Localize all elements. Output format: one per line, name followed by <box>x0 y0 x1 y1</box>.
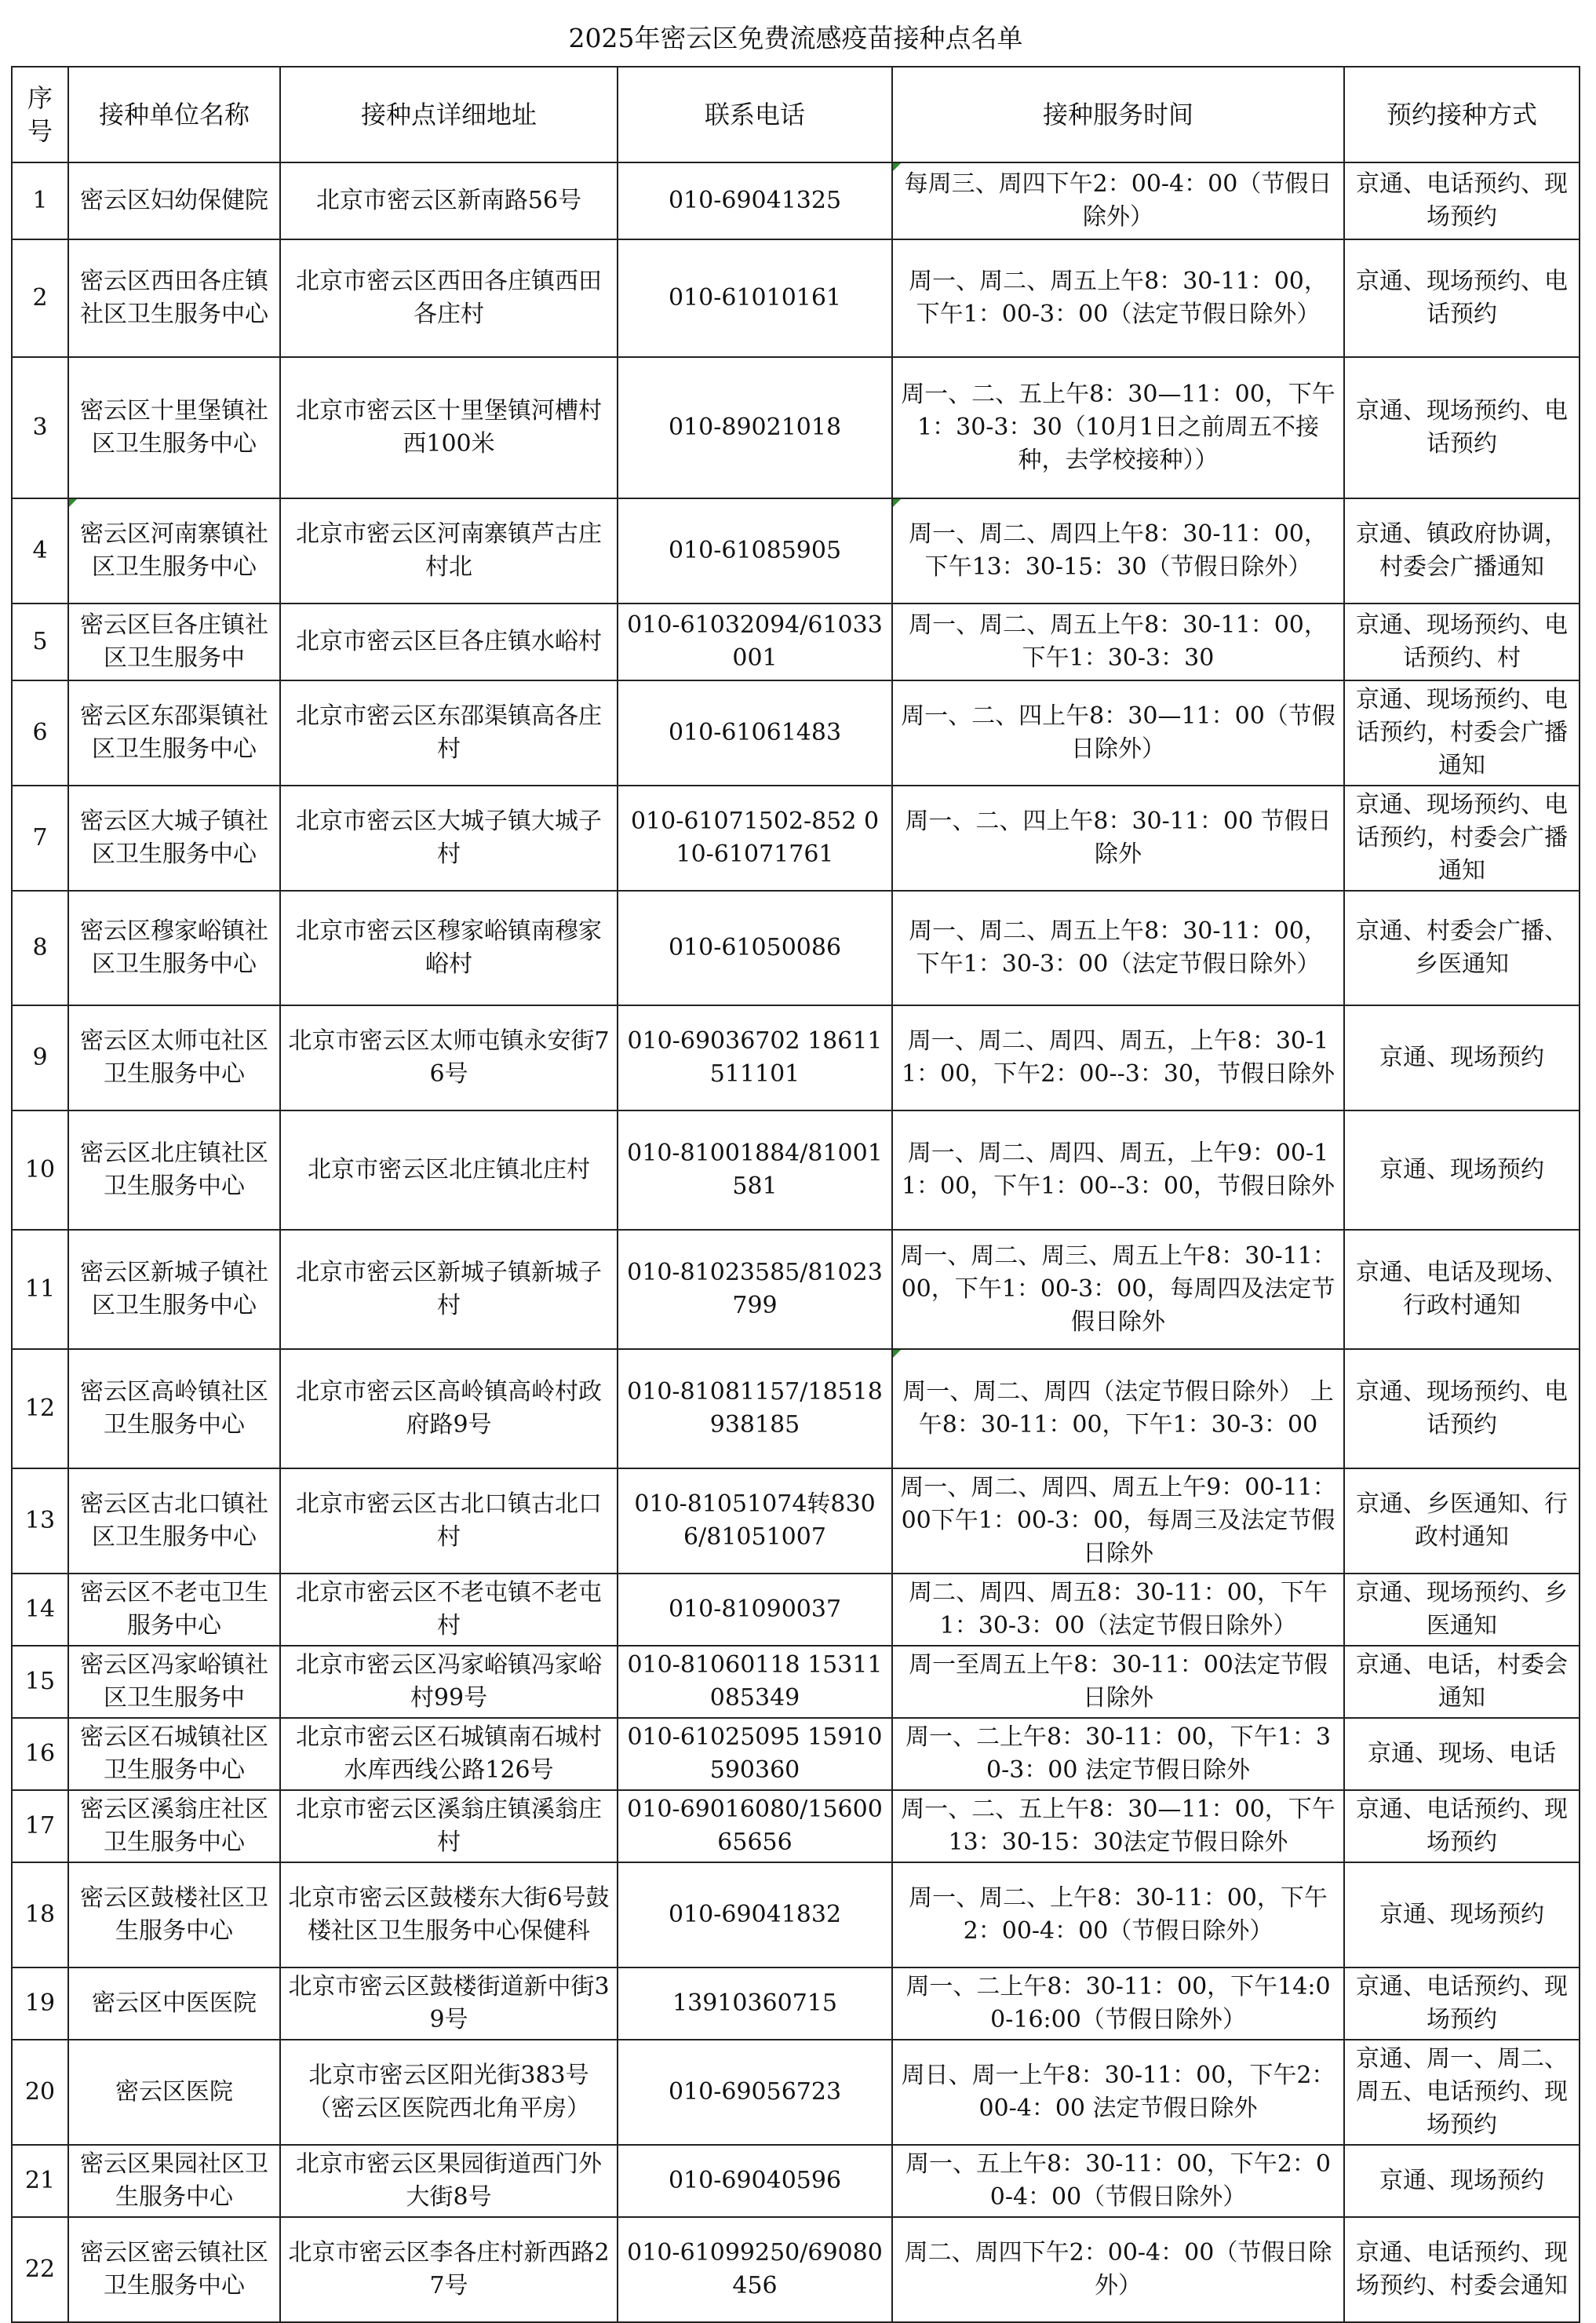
table-row <box>12 680 1580 786</box>
row-booking-method: 京通、村委会广播、乡医通知 <box>1344 891 1580 1005</box>
row-unit-name: 密云区东邵渠镇社区卫生服务中心 <box>68 680 280 786</box>
row-seq: 11 <box>12 1230 68 1349</box>
row-seq: 6 <box>12 680 68 786</box>
row-phone: 010-89021018 <box>618 357 892 498</box>
row-seq: 20 <box>12 2040 68 2145</box>
table-row <box>12 498 1580 604</box>
table-row <box>12 1790 1580 1862</box>
table-row <box>12 162 1580 239</box>
row-service-time: 周一、周二、周四、周五，上午9：00-11：00，下午1：00--3：00，节假日除外 <box>892 1110 1344 1230</box>
row-unit-name: 密云区河南寨镇社区卫生服务中心 <box>68 498 280 604</box>
row-seq: 10 <box>12 1110 68 1230</box>
row-phone: 010-61085905 <box>618 498 892 604</box>
row-booking-method: 京通、电话预约、现场预约 <box>1344 1967 1580 2040</box>
table-row <box>12 1862 1580 1967</box>
row-service-time: 周一、周二、周五上午8：30-11：00，下午1：30-3：30 <box>892 604 1344 680</box>
table-row <box>12 2145 1580 2217</box>
row-booking-method: 京通、现场预约、乡医通知 <box>1344 1574 1580 1646</box>
row-address: 北京市密云区鼓楼街道新中街39号 <box>280 1967 618 2040</box>
row-seq: 1 <box>12 162 68 239</box>
row-phone: 010-69056723 <box>618 2040 892 2145</box>
row-service-time: 周一、二上午8：30-11：00，下午14:00-16:00（节假日除外） <box>892 1967 1344 2040</box>
header-phone: 联系电话 <box>618 67 892 162</box>
vaccine-site-sheet <box>11 11 1579 2323</box>
row-unit-name: 密云区鼓楼社区卫生服务中心 <box>68 1862 280 1967</box>
table-row <box>12 1967 1580 2040</box>
row-service-time: 周一、二、五上午8：30—11：00，下午13：30-15：30法定节假日除外 <box>892 1790 1344 1862</box>
row-seq: 3 <box>12 357 68 498</box>
row-seq: 18 <box>12 1862 68 1967</box>
row-phone: 010-61025095 15910590360 <box>618 1718 892 1790</box>
row-address: 北京市密云区高岭镇高岭村政府路9号 <box>280 1349 618 1468</box>
row-unit-name: 密云区石城镇社区卫生服务中心 <box>68 1718 280 1790</box>
row-booking-method: 京通、电话预约、现场预约、村委会通知 <box>1344 2217 1580 2322</box>
row-seq: 7 <box>12 786 68 891</box>
row-seq: 22 <box>12 2217 68 2322</box>
row-phone: 010-69040596 <box>618 2145 892 2217</box>
row-service-time: 周一、周二、上午8：30-11：00，下午2：00-4：00（节假日除外） <box>892 1862 1344 1967</box>
row-service-time: 周二、周四、周五8：30-11：00，下午1：30-3：00（法定节假日除外） <box>892 1574 1344 1646</box>
row-seq: 4 <box>12 498 68 604</box>
table-row <box>12 1468 1580 1574</box>
row-unit-name: 密云区西田各庄镇社区卫生服务中心 <box>68 239 280 357</box>
row-booking-method: 京通、乡医通知、行政村通知 <box>1344 1468 1580 1574</box>
row-service-time: 周一、二、四上午8：30-11：00 节假日除外 <box>892 786 1344 891</box>
row-unit-name: 密云区穆家峪镇社区卫生服务中心 <box>68 891 280 1005</box>
row-unit-name: 密云区大城子镇社区卫生服务中心 <box>68 786 280 891</box>
row-booking-method: 京通、现场预约 <box>1344 1110 1580 1230</box>
row-service-time: 周日、周一上午8：30-11：00，下午2：00-4：00 法定节假日除外 <box>892 2040 1344 2145</box>
row-phone: 010-61032094/61033001 <box>618 604 892 680</box>
row-phone: 010-81023585/81023799 <box>618 1230 892 1349</box>
row-booking-method: 京通、电话预约、现场预约 <box>1344 162 1580 239</box>
header-address: 接种点详细地址 <box>280 67 618 162</box>
row-unit-name: 密云区巨各庄镇社区卫生服务中 <box>68 604 280 680</box>
row-seq: 14 <box>12 1574 68 1646</box>
row-service-time: 周一、周二、周四（法定节假日除外） 上午8：30-11：00，下午1：30-3：00 <box>892 1349 1344 1468</box>
header-row <box>12 67 1580 162</box>
table-row <box>12 1110 1580 1230</box>
row-booking-method: 京通、现场预约、电话预约 <box>1344 357 1580 498</box>
row-service-time: 周一至周五上午8：30-11：00法定节假日除外 <box>892 1646 1344 1718</box>
row-service-time: 每周三、周四下午2：00-4：00（节假日除外） <box>892 162 1344 239</box>
row-phone: 010-81090037 <box>618 1574 892 1646</box>
row-seq: 9 <box>12 1005 68 1110</box>
row-phone: 010-81001884/81001581 <box>618 1110 892 1230</box>
row-address: 北京市密云区阳光街383号（密云区医院西北角平房） <box>280 2040 618 2145</box>
row-booking-method: 京通、现场预约、电话预约 <box>1344 1349 1580 1468</box>
row-phone: 010-69016080/1560065656 <box>618 1790 892 1862</box>
row-phone: 010-61061483 <box>618 680 892 786</box>
table-row <box>12 1718 1580 1790</box>
row-seq: 12 <box>12 1349 68 1468</box>
row-address: 北京市密云区溪翁庄镇溪翁庄村 <box>280 1790 618 1862</box>
row-booking-method: 京通、电话预约、现场预约 <box>1344 1790 1580 1862</box>
row-seq: 16 <box>12 1718 68 1790</box>
row-address: 北京市密云区十里堡镇河槽村西100米 <box>280 357 618 498</box>
row-address: 北京市密云区石城镇南石城村水库西线公路126号 <box>280 1718 618 1790</box>
row-unit-name: 密云区太师屯社区卫生服务中心 <box>68 1005 280 1110</box>
row-unit-name: 密云区不老屯卫生服务中心 <box>68 1574 280 1646</box>
row-service-time: 周一、周二、周四上午8：30-11：00，下午13：30-15：30（节假日除外） <box>892 498 1344 604</box>
row-service-time: 周一、二、五上午8：30—11：00，下午1：30-3：30（10月1日之前周五不接种，去学校接种）） <box>892 357 1344 498</box>
row-seq: 13 <box>12 1468 68 1574</box>
row-service-time: 周一、周二、周五上午8：30-11：00，下午1：00-3：00（法定节假日除外） <box>892 239 1344 357</box>
vaccine-site-table <box>11 11 1580 2323</box>
row-phone: 010-69041832 <box>618 1862 892 1967</box>
row-booking-method: 京通、现场预约 <box>1344 2145 1580 2217</box>
row-phone: 010-81081157/18518938185 <box>618 1349 892 1468</box>
row-service-time: 周二、周四下午2：00-4：00（节假日除外） <box>892 2217 1344 2322</box>
row-address: 北京市密云区穆家峪镇南穆家峪村 <box>280 891 618 1005</box>
row-address: 北京市密云区东邵渠镇高各庄村 <box>280 680 618 786</box>
row-unit-name: 密云区冯家峪镇社区卫生服务中 <box>68 1646 280 1718</box>
row-seq: 5 <box>12 604 68 680</box>
header-seq: 序号 <box>12 67 68 162</box>
row-address: 北京市密云区果园街道西门外大街8号 <box>280 2145 618 2217</box>
row-service-time: 周一、周二、周三、周五上午8：30-11：00，下午1：00-3：00，每周四及法定节假日除外 <box>892 1230 1344 1349</box>
row-address: 北京市密云区巨各庄镇水峪村 <box>280 604 618 680</box>
row-seq: 15 <box>12 1646 68 1718</box>
row-service-time: 周一、周二、周四、周五上午9：00-11：00下午1：00-3：00，每周三及法定节假日除外 <box>892 1468 1344 1574</box>
row-booking-method: 京通、现场预约、电话预约 <box>1344 239 1580 357</box>
row-service-time: 周一、五上午8：30-11：00，下午2：00-4：00（节假日除外） <box>892 2145 1344 2217</box>
row-unit-name: 密云区医院 <box>68 2040 280 2145</box>
row-unit-name: 密云区北庄镇社区卫生服务中心 <box>68 1110 280 1230</box>
table-row <box>12 239 1580 357</box>
table-row <box>12 786 1580 891</box>
row-service-time: 周一、二上午8：30-11：00，下午1：30-3：00 法定节假日除外 <box>892 1718 1344 1790</box>
table-row <box>12 1005 1580 1110</box>
row-unit-name: 密云区密云镇社区卫生服务中心 <box>68 2217 280 2322</box>
row-address: 北京市密云区西田各庄镇西田各庄村 <box>280 239 618 357</box>
row-unit-name: 密云区新城子镇社区卫生服务中心 <box>68 1230 280 1349</box>
row-address: 北京市密云区李各庄村新西路27号 <box>280 2217 618 2322</box>
header-name: 接种单位名称 <box>68 67 280 162</box>
row-phone: 010-61010161 <box>618 239 892 357</box>
table-row <box>12 1646 1580 1718</box>
row-address: 北京市密云区太师屯镇永安街76号 <box>280 1005 618 1110</box>
row-phone: 010-61071502-852 010-61071761 <box>618 786 892 891</box>
table-body <box>12 162 1580 2322</box>
row-address: 北京市密云区新南路56号 <box>280 162 618 239</box>
row-booking-method: 京通、现场预约、电话预约、村 <box>1344 604 1580 680</box>
table-row <box>12 2040 1580 2145</box>
row-address: 北京市密云区古北口镇古北口村 <box>280 1468 618 1574</box>
row-phone: 010-69036702 18611511101 <box>618 1005 892 1110</box>
row-unit-name: 密云区妇幼保健院 <box>68 162 280 239</box>
row-phone: 010-61099250/69080456 <box>618 2217 892 2322</box>
header-time: 接种服务时间 <box>892 67 1344 162</box>
row-unit-name: 密云区古北口镇社区卫生服务中心 <box>68 1468 280 1574</box>
row-seq: 21 <box>12 2145 68 2217</box>
row-phone: 010-81060118 15311085349 <box>618 1646 892 1718</box>
row-unit-name: 密云区果园社区卫生服务中心 <box>68 2145 280 2217</box>
row-address: 北京市密云区大城子镇大城子村 <box>280 786 618 891</box>
row-phone: 010-81051074转8306/81051007 <box>618 1468 892 1574</box>
row-unit-name: 密云区十里堡镇社区卫生服务中心 <box>68 357 280 498</box>
row-booking-method: 京通、现场、电话 <box>1344 1718 1580 1790</box>
row-address: 北京市密云区北庄镇北庄村 <box>280 1110 618 1230</box>
table-row <box>12 1349 1580 1468</box>
row-seq: 2 <box>12 239 68 357</box>
row-address: 北京市密云区新城子镇新城子村 <box>280 1230 618 1349</box>
table-row <box>12 891 1580 1005</box>
table-row <box>12 357 1580 498</box>
row-seq: 19 <box>12 1967 68 2040</box>
row-phone: 010-69041325 <box>618 162 892 239</box>
row-phone: 010-61050086 <box>618 891 892 1005</box>
row-booking-method: 京通、现场预约、电话预约，村委会广播通知 <box>1344 786 1580 891</box>
row-seq: 8 <box>12 891 68 1005</box>
row-address: 北京市密云区河南寨镇芦古庄村北 <box>280 498 618 604</box>
table-row <box>12 604 1580 680</box>
table-row <box>12 1574 1580 1646</box>
row-address: 北京市密云区不老屯镇不老屯村 <box>280 1574 618 1646</box>
row-address: 北京市密云区冯家峪镇冯家峪村99号 <box>280 1646 618 1718</box>
row-booking-method: 京通、镇政府协调，村委会广播通知 <box>1344 498 1580 604</box>
row-booking-method: 京通、现场预约 <box>1344 1005 1580 1110</box>
header-method: 预约接种方式 <box>1344 67 1580 162</box>
row-service-time: 周一、二、四上午8：30—11：00（节假日除外） <box>892 680 1344 786</box>
row-phone: 13910360715 <box>618 1967 892 2040</box>
row-booking-method: 京通、周一、周二、周五、电话预约、现场预约 <box>1344 2040 1580 2145</box>
table-row <box>12 2217 1580 2322</box>
row-booking-method: 京通、现场预约、电话预约，村委会广播通知 <box>1344 680 1580 786</box>
row-seq: 17 <box>12 1790 68 1862</box>
row-address: 北京市密云区鼓楼东大街6号鼓楼社区卫生服务中心保健科 <box>280 1862 618 1967</box>
row-booking-method: 京通、现场预约 <box>1344 1862 1580 1967</box>
row-unit-name: 密云区高岭镇社区卫生服务中心 <box>68 1349 280 1468</box>
page-title: 2025年密云区免费流感疫苗接种点名单 <box>12 11 1580 67</box>
row-service-time: 周一、周二、周四、周五，上午8：30-11：00，下午2：00--3：30，节假日除外 <box>892 1005 1344 1110</box>
row-service-time: 周一、周二、周五上午8：30-11：00，下午1：30-3：00（法定节假日除外） <box>892 891 1344 1005</box>
row-booking-method: 京通、电话，村委会通知 <box>1344 1646 1580 1718</box>
row-unit-name: 密云区溪翁庄社区卫生服务中心 <box>68 1790 280 1862</box>
row-unit-name: 密云区中医医院 <box>68 1967 280 2040</box>
row-booking-method: 京通、电话及现场、行政村通知 <box>1344 1230 1580 1349</box>
table-row <box>12 1230 1580 1349</box>
